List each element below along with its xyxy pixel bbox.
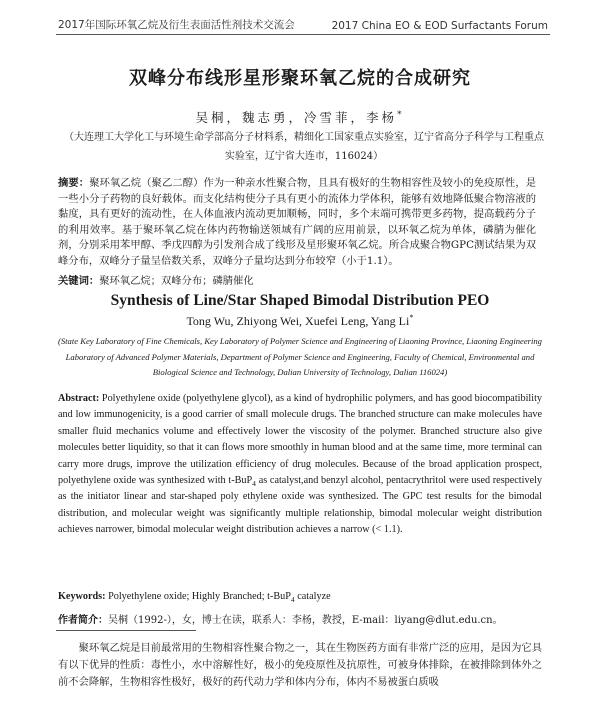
english-abstract-text-1: Polyethylene oxide (polyethylene glycol), as a kind of hydrophilic polymers, and has good biocompatibility and low immunogenicity, is a good carrier of small molecule drugs. The branched structure can make molecules have smaller fluid mechanics volume and effectively lower the viscosity of the polymer. Branched structure also give molecules better liquidity, so that it can flows more smoothly in human blood and at the same time, more terminal can carry more drugs, improve the utilization efficiency of drug molecules. Because of the broad application prospect, polyethylene oxide was synthesized with t-BuP xyxy=(58,393,542,487)
header-left-text: 2017年国际环氧乙烷及衍生表面活性剂技术交流会 xyxy=(58,19,295,31)
author-bio xyxy=(58,611,542,626)
author-bio-text: 吴桐（1992-），女，博士在读，联系人：李杨，教授，E-mail：liyang@dlut.edu.cn。 xyxy=(108,615,503,626)
author-bio-label: 作者简介： xyxy=(58,615,108,626)
english-keywords xyxy=(58,591,542,605)
english-abstract-subscript: 4 xyxy=(252,479,256,489)
header-right-text: 2017 China EO & EOD Surfactants Forum xyxy=(331,20,548,32)
footnote-rule xyxy=(56,630,196,631)
english-keywords-label: Keywords: xyxy=(58,591,106,602)
chinese-keywords-label: 关键词： xyxy=(58,275,100,287)
introduction-paragraph: 聚环氧乙烷是目前最常用的生物相容性聚合物之一，其在生物医药方面有非常广泛的应用，是因为它具有以下优异的性质：毒性小，水中溶解性好，极小的免疫原性及抗原性，可被身体排除，在被排除到体外之前不会降解，生物相容性极好，极好的药代动力学和体内分布，体内不易被蛋白质吸 xyxy=(58,642,542,688)
chinese-abstract xyxy=(58,176,536,269)
english-abstract-text-2: as catalyst,and benzyl alcohol, pentacrythritol were used respectively as the initiator linear and star-shaped poly ethylene oxide was synthesized. The GPC test results for the bimodal distribution, and molecular weight was significantly multiple relationship, bimodal molecular weight distribution achieves narrower, bimodal molecular weight distribution achieves a narrow (< 1.1). xyxy=(58,475,543,536)
chinese-keywords xyxy=(58,272,536,287)
english-abstract xyxy=(58,391,542,539)
chinese-author-names: 吴桐，魏志勇，冷雪菲，李杨 xyxy=(195,110,398,125)
chinese-title: 双峰分布线形星形聚环氧乙烷的合成研究 xyxy=(129,68,471,89)
chinese-abstract-text: 聚环氧乙烷（聚乙二醇）作为一种亲水性聚合物，且具有极好的生物相容性及较小的免疫原性，是一些小分子药物的良好载体。而支化结构使分子具有更小的流体力学体积，能够有效地降低聚合物溶液的黏度，具有更好的流动性，在人体血液内流动更加顺畅，同时，多个末端可携带更多药物，提高载药分子的利用效率。基于聚环氧乙烷在体内药物输送领域有广阔的应用前景，以环氧乙烷为单体，磷腈为催化剂，分别采用苯甲醇、季戊四醇为引发剂合成了线形及星形聚环氧乙烷。所合成聚合物GPC测试结果为双峰分布，双峰分子量呈倍数关系，双峰分子量均达到分布较窄（小于1.1）。 xyxy=(58,177,537,267)
english-abstract-label: Abstract: xyxy=(58,393,100,404)
english-keywords-subscript: 4 xyxy=(290,595,295,605)
chinese-abstract-label: 摘要： xyxy=(58,177,90,189)
chinese-keywords-text: 聚环氧乙烷；双峰分布；磷腈催化 xyxy=(99,275,254,287)
english-author-names: Tong Wu, Zhiyong Wei, Xuefei Leng, Yang Li xyxy=(186,314,410,328)
header-rule xyxy=(56,34,550,35)
chinese-authors xyxy=(0,108,600,126)
english-authors xyxy=(0,314,600,329)
running-header xyxy=(58,10,548,32)
english-title: Synthesis of Line/Star Shaped Bimodal Distribution PEO xyxy=(110,292,490,309)
english-corresponding-author-mark: * xyxy=(409,313,414,322)
english-affiliation: (State Key Laboratory of Fine Chemicals, Key Laboratory of Polymer Science and Engineering of Liaoning Province, Liaoning Engineering Laboratory of Advanced Polymer Materials, Department of Polymer Science and Engineering, Faculty of Chemical, Environmental and Biological Science and Technology, Dalian University of Technology, Dalian 116024) xyxy=(58,336,542,377)
english-keywords-text-1: Polyethylene oxide; Highly Branched; t-BuP xyxy=(108,591,291,602)
chinese-affiliation: （大连理工大学化工与环境生命学部高分子材料系，精细化工国家重点实验室，辽宁省高分子科学与工程重点实验室，辽宁省大连市，116024） xyxy=(64,132,544,162)
corresponding-author-mark: * xyxy=(397,109,405,120)
english-keywords-text-2: catalyze xyxy=(294,591,331,602)
